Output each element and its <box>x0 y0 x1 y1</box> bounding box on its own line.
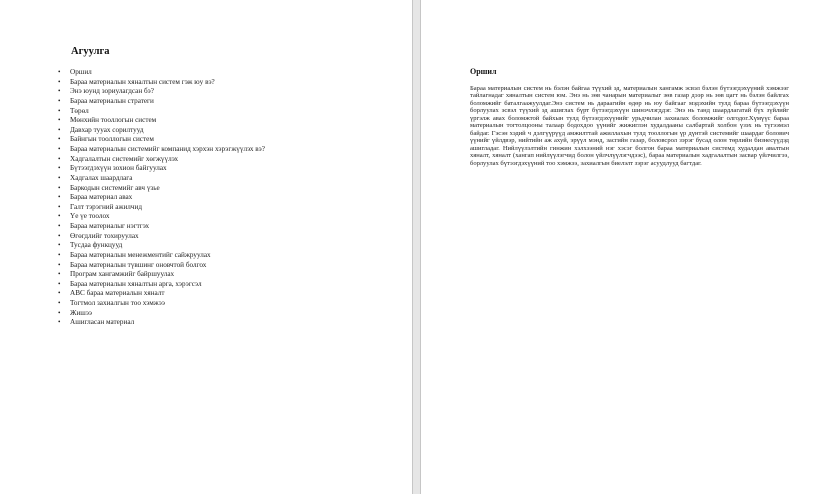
toc-item-label: Бараа материал авах <box>70 193 133 202</box>
bullet-icon: • <box>58 299 61 307</box>
bullet-icon: • <box>58 308 61 317</box>
bullet-icon: • <box>58 279 61 288</box>
toc-item <box>56 116 265 126</box>
toc-item <box>56 193 265 203</box>
bullet-icon: • <box>58 212 61 221</box>
toc-item <box>56 309 265 319</box>
toc-item-label: Бүтээгдэхүүн зохион байгуулах <box>70 164 167 173</box>
toc-item-label: Мөнхийн тооллогын систем <box>70 116 157 125</box>
toc-title: Агуулга <box>71 46 110 57</box>
bullet-icon: • <box>58 164 61 173</box>
toc-item-label: Төрөл <box>70 106 89 115</box>
toc-item-label: Ашигласан материал <box>70 318 135 327</box>
toc-item-label: Энэ юунд зориулагдсан бэ? <box>70 87 154 96</box>
section-paragraph: Бараа материалын систем нь бэлэн байгаа түүхий эд, материалын хангамж эсвэл бэлэн бүтээгдэхүүний хэмжээг тайлагнадаг хяналтын систем юм. Энэ нь зөв чанарын материалыг зөв газар дээр нь зөв цагт нь бэлэн байлгах боломжийг баталгаажуулдаг.Энэ систем нь дараагийн өдөр нь юу байгааг мэдэхийн тулд бараа бүтээгдэхүүн борлуулах эсвэл түүхий эд ашиглах бүрт бүтээгдэхүүн шинэчлэгддэг. Энэ нь танд шаардлагатай бүх зүйлийг үргэлж авах боломжтой байхын тулд бүтээгдэхүүнийг урьдчилан захиалах боломжийг олгодог.Хүмүүс бараа материалын тогтолцооны талаар бодохдоо үүнийг жижиглэн худалдааны салбартай холбон үзэх нь түгээмэл байдаг. Гэсэн хэдий ч дэлгүүрүүд амжилттай ажиллахын тулд тооллогын үр дүнтэй системийг шаардаг болович үүнийг үйлдвэр, нийтийн аж ахуй, эрүүл мэнд, засгийн газар, боловсрол зэрэг бусад олон төрлийн бизнесүүдэд ашигладаг. Нийлүүлэлтийн гинжин хэлхээний нэг хэсэг болгон бараа материалын системд худалдан авалтын хяналт, хяналт (хангап нийлүүлэгчид болон үйлчлүүлэгчдээс), бараа материалын хадгалалтын засвар үйлчилгээ, борлуулах бүтээгдэхүүний тоо хэмжээ, захиалгын биелэлт зэрэг асуудлууд багтдаг. <box>470 85 789 167</box>
toc-item-label: Тогтмол захиалгын тоо хэмжээ <box>70 299 165 307</box>
toc-item-label: Оршил <box>70 68 92 76</box>
toc-item <box>56 318 265 328</box>
toc-item-label: Байнгын тооллогын систем <box>70 135 154 144</box>
toc-item <box>56 212 265 222</box>
bullet-icon: • <box>58 77 61 86</box>
toc-item <box>56 107 265 117</box>
toc-item-label: Бараа материалын системийг компанид хэрхэн хэрэгжүүлэх вэ? <box>70 145 265 153</box>
toc-item <box>56 155 265 165</box>
toc-item-label: Тусдаа функцууд <box>70 241 123 250</box>
bullet-icon: • <box>58 183 61 192</box>
bullet-icon: • <box>58 270 61 279</box>
bullet-icon: • <box>58 202 61 211</box>
toc-item-label: Баркодын системийг авч үзье <box>70 183 160 192</box>
toc-item <box>56 174 265 184</box>
toc-item <box>56 184 265 194</box>
toc-item <box>56 270 265 280</box>
toc-item-label: Бараа материалын хяналтын систем гэж юу вэ? <box>70 77 215 86</box>
bullet-icon: • <box>58 289 61 298</box>
toc-item <box>56 241 265 251</box>
toc-item <box>56 87 265 97</box>
bullet-icon: • <box>58 125 61 134</box>
bullet-icon: • <box>58 173 61 182</box>
toc-item <box>56 97 265 107</box>
bullet-icon: • <box>58 154 61 163</box>
toc-item-label: ABC бараа материалын хяналт <box>70 289 165 298</box>
document-page-right <box>422 0 831 494</box>
toc-item <box>56 164 265 174</box>
toc-item <box>56 251 265 261</box>
toc-item-label: Бараа материалыг нэгтгэх <box>70 222 150 230</box>
toc-item-label: Бараа материалын түвшинг оновчтой болгох <box>70 260 207 269</box>
bullet-icon: • <box>58 68 61 76</box>
toc-item-label: Хадгалалтын системийг хөгжүүлэх <box>70 154 179 163</box>
toc-item <box>56 78 265 88</box>
toc-item-label: Давхар тууах сорилтууд <box>70 125 144 134</box>
toc-item <box>56 135 265 145</box>
bullet-icon: • <box>58 193 61 202</box>
toc-item-label: Галт тэрэгний ажилчид <box>70 202 143 211</box>
toc-item <box>56 222 265 232</box>
toc-item <box>56 126 265 136</box>
document-page-left <box>0 0 412 494</box>
bullet-icon: • <box>58 96 61 105</box>
section-title: Оршил <box>470 67 497 76</box>
bullet-icon: • <box>58 87 61 96</box>
bullet-icon: • <box>58 106 61 115</box>
toc-item-label: Өгөгдлийг тохируулах <box>70 231 139 240</box>
toc-item-label: Үе үе тоолох <box>70 212 110 221</box>
bullet-icon: • <box>58 222 61 230</box>
toc-item-label: Бараа материалын хяналтын арга, хэрэгсэл <box>70 279 202 288</box>
toc-item-label: Бараа материалын стратеги <box>70 96 154 105</box>
bullet-icon: • <box>58 318 61 327</box>
bullet-icon: • <box>58 145 61 153</box>
toc-item <box>56 68 265 78</box>
toc-item <box>56 203 265 213</box>
bullet-icon: • <box>58 116 61 125</box>
toc-item <box>56 299 265 309</box>
toc-item-label: Хадгалах шаардлага <box>70 173 133 182</box>
bullet-icon: • <box>58 241 61 250</box>
bullet-icon: • <box>58 260 61 269</box>
toc-item-label: Бараа материалын менежментийг сайжруулах <box>70 250 211 259</box>
toc-item <box>56 145 265 155</box>
toc-item-label: Програм хангамжийг байршуулах <box>70 270 175 279</box>
bullet-icon: • <box>58 231 61 240</box>
toc-list <box>56 68 265 328</box>
toc-item <box>56 232 265 242</box>
toc-item <box>56 280 265 290</box>
page-separator <box>412 0 421 494</box>
toc-item <box>56 289 265 299</box>
bullet-icon: • <box>58 250 61 259</box>
toc-item <box>56 261 265 271</box>
toc-item-label: Жишээ <box>70 308 92 317</box>
bullet-icon: • <box>58 135 61 144</box>
